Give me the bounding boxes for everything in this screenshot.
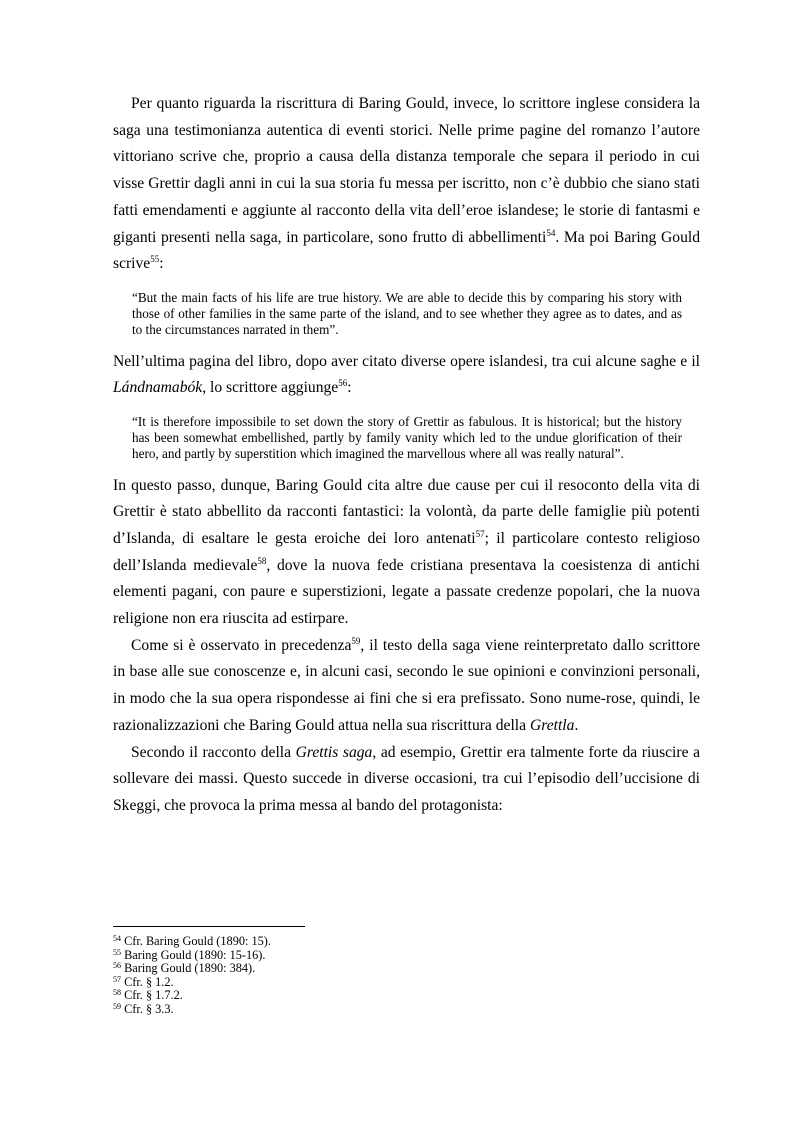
paragraph-4-text-a: Come si è osservato in precedenza: [131, 636, 352, 654]
footnote-ref-55[interactable]: 55: [150, 254, 160, 265]
footnote-54: [113, 935, 700, 949]
footnote-ref-59[interactable]: 59: [351, 635, 361, 646]
footnote-57: [113, 976, 700, 990]
paragraph-1-text-c: :: [159, 255, 164, 273]
footnotes: [113, 935, 700, 1017]
footnote-59: [113, 1003, 700, 1017]
paragraph-2-italic: Lándnamabók: [113, 379, 203, 397]
paragraph-2: [113, 349, 700, 402]
block-quote-1: “But the main facts of his life are true history. We are able to decide this by comparing his story with those of other families in the same parte of the island, and to see whether they agree as to dates, and as to the circumstances narrated in them”.: [132, 289, 682, 338]
paragraph-5-text-b: , ad esempio, Grettir era talmente forte da riuscire a sollevare dei massi. Questo succede in diverse occasioni, tra cui l’episodio dell’uccisione di Skeggi, che provoca la prima messa al bando del protagonista:: [113, 743, 700, 814]
paragraph-4-text-c: .: [574, 716, 579, 734]
paragraph-3: [113, 473, 700, 633]
paragraph-1: [113, 91, 700, 278]
paragraph-5: [113, 740, 700, 820]
paragraph-2-text-c: :: [347, 379, 352, 397]
paragraph-4-italic: Grettla: [529, 716, 575, 734]
footnote-56: [113, 962, 700, 976]
footnote-number: 56: [113, 961, 121, 971]
paragraph-2-text-b: , lo scrittore aggiunge: [202, 379, 339, 397]
footnote-ref-54[interactable]: 54: [546, 227, 556, 238]
footnote-text: Baring Gould (1890: 384).: [124, 961, 256, 976]
footnote-text: Cfr. § 1.7.2.: [124, 988, 183, 1003]
footnote-ref-56[interactable]: 56: [338, 378, 348, 389]
footnote-58: [113, 989, 700, 1003]
footnote-text: Cfr. Baring Gould (1890: 15).: [124, 934, 271, 948]
footnote-number: 54: [113, 934, 121, 943]
footnote-ref-58[interactable]: 58: [257, 555, 267, 566]
block-quote-2: “It is therefore impossibile to set down the story of Grettir as fabulous. It is historical; but the history has been somewhat embellished, partly by family vanity which led to the undue glorification of their hero, and partly by superstition which imagined the marvellous where all was really natural”.: [132, 413, 682, 462]
paragraph-1-text-b: . Ma poi Baring Gould scrive: [113, 228, 700, 273]
paragraph-2-text-a: Nell’ultima pagina del libro, dopo aver citato diverse opere islandesi, tra cui alcune saghe e il: [113, 352, 700, 370]
footnote-text: Cfr. § 1.2.: [124, 974, 174, 989]
paragraph-3-text-b: ; il particolare contesto religioso dell’Islanda medievale: [113, 529, 700, 574]
footnote-text: Cfr. § 3.3.: [124, 1001, 174, 1016]
footnote-number: 59: [113, 1001, 121, 1011]
footnote-number: 55: [113, 947, 121, 957]
footnote-55: [113, 949, 700, 963]
paragraph-5-italic: Grettis saga: [295, 743, 373, 761]
paragraph-1-text-a: Per quanto riguarda la riscrittura di Baring Gould, invece, lo scrittore inglese considera la saga una testimonianza autentica di eventi storici. Nelle prime pagine del romanzo l’autore vittoriano scrive che, proprio a causa della distanza temporale che separa il periodo in cui visse Grettir dagli anni in cui la sua storia fu messa per iscritto, non c’è dubbio che siano stati fatti emendamenti e aggiunte al racconto della vita dell’eroe islandese; le storie di fantasmi e giganti presenti nella saga, in particolare, sono frutto di abbellimenti: [113, 95, 700, 246]
footnote-ref-57[interactable]: 57: [475, 528, 485, 539]
footnote-number: 57: [113, 974, 121, 984]
page-body: [113, 91, 700, 820]
paragraph-3-text-a: In questo passo, dunque, Baring Gould cita altre due cause per cui il resoconto della vita di Grettir è stato abbellito da racconti fantastici: la volontà, da parte delle famiglie più potenti d’Islanda, di esaltare le gesta eroiche dei loro antenati: [113, 476, 700, 547]
footnote-text: Baring Gould (1890: 15-16).: [124, 947, 266, 962]
paragraph-3-text-c: , dove la nuova fede cristiana presentava la coesistenza di antichi elementi pagani, con paure e superstizioni, legate a passate credenze popolari, che la nuova religione non era riuscita ad estirpare.: [113, 556, 700, 628]
paragraph-4: [113, 633, 700, 740]
footnote-separator: [113, 926, 305, 927]
paragraph-5-text-a: Secondo il racconto della: [131, 743, 296, 761]
footnote-number: 58: [113, 988, 121, 998]
paragraph-4-text-b: , il testo della saga viene reinterpretato dallo scrittore in base alle sue conoscenze e, in alcuni casi, secondo le sue opinioni e convinzioni personali, in modo che la sua opera rispondesse ai fini che si era prefissato. Sono nume-rose, quindi, le razionalizzazioni che Baring Gould attua nella sua riscrittura della: [113, 636, 700, 734]
